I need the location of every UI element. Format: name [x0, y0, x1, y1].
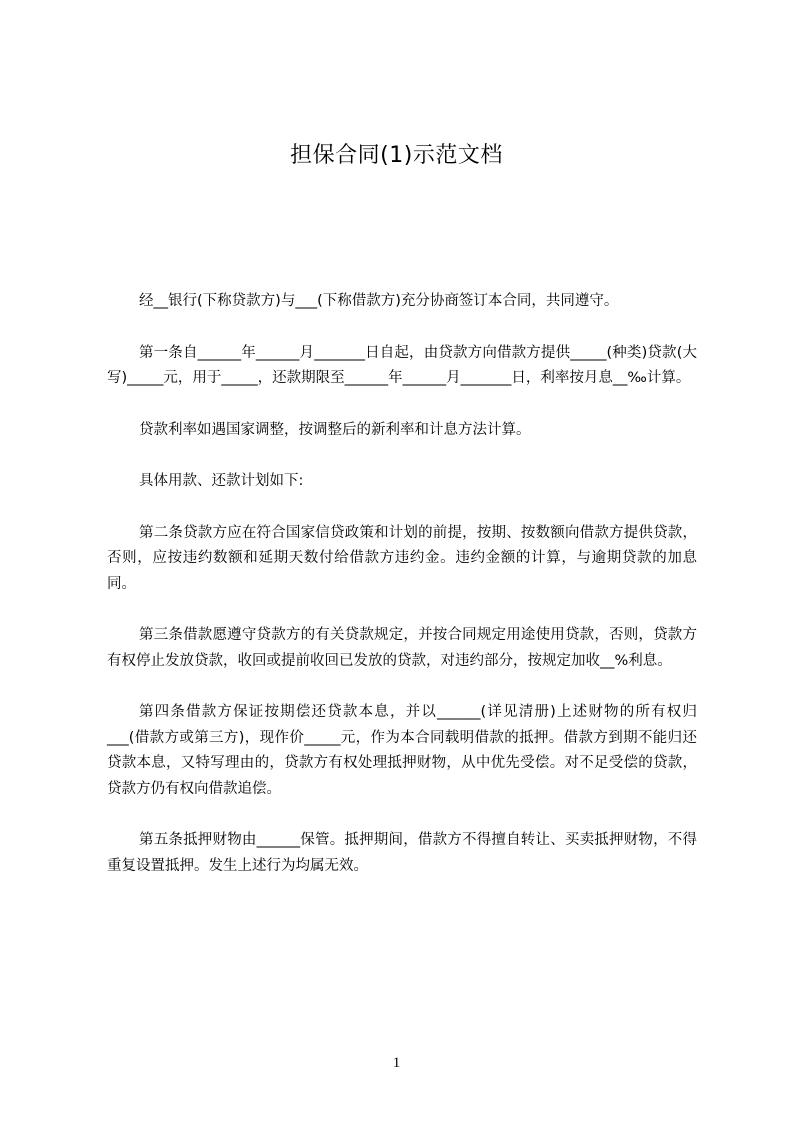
page-number: 1 [392, 1055, 401, 1071]
paragraph-article-5: 第五条抵押财物由______保管。抵押期间，借款方不得擅自转让、买卖抵押财物，不得重复设置抵押。发生上述行为均属无效。 [107, 832, 697, 874]
paragraph-article-2: 第二条贷款方应在符合国家信贷政策和计划的前提，按期、按数额向借款方提供贷款，否则，应按违约数额和延期天数付给借款方违约金。违约金额的计算，与逾期贷款的加息同。 [107, 524, 697, 592]
paragraph-interest-adjustment: 贷款利率如遇国家调整，按调整后的新利率和计息方法计算。 [139, 421, 531, 438]
paragraph-article-3: 第三条借款愿遵守贷款方的有关贷款规定，并按合同规定用途使用贷款，否则，贷款方有权停止发放贷款，收回或提前收回已发放的贷款，对违约部分，按规定加收__%利息。 [107, 627, 697, 669]
paragraph-article-1: 第一条自______年______月_______日自起，由贷款方向借款方提供_____(种类)贷款(大写)_____元，用于_____，还款期限至______年______月_______日，利率按月息__‰计算。 [107, 344, 697, 386]
paragraph-repayment-plan: 具体用款、还款计划如下: [139, 473, 304, 489]
document-body [107, 289, 697, 905]
paragraph-article-4: 第四条借款方保证按期偿还贷款本息，并以______(详见清册)上述财物的所有权归___(借款方或第三方)，现作价_____元，作为本合同载明借款的抵押。借款方到期不能归还贷款本息，又特写理由的，贷款方有权处理抵押财物，从中优先受偿。对不足受偿的贷款，贷款方仍有权向借款追偿。 [107, 704, 697, 797]
document-title: 担保合同(1)示范文档 [290, 143, 503, 168]
paragraph-preamble: 经__银行(下称贷款方)与___(下称借款方)充分协商签订本合同，共同遵守。 [139, 293, 619, 309]
